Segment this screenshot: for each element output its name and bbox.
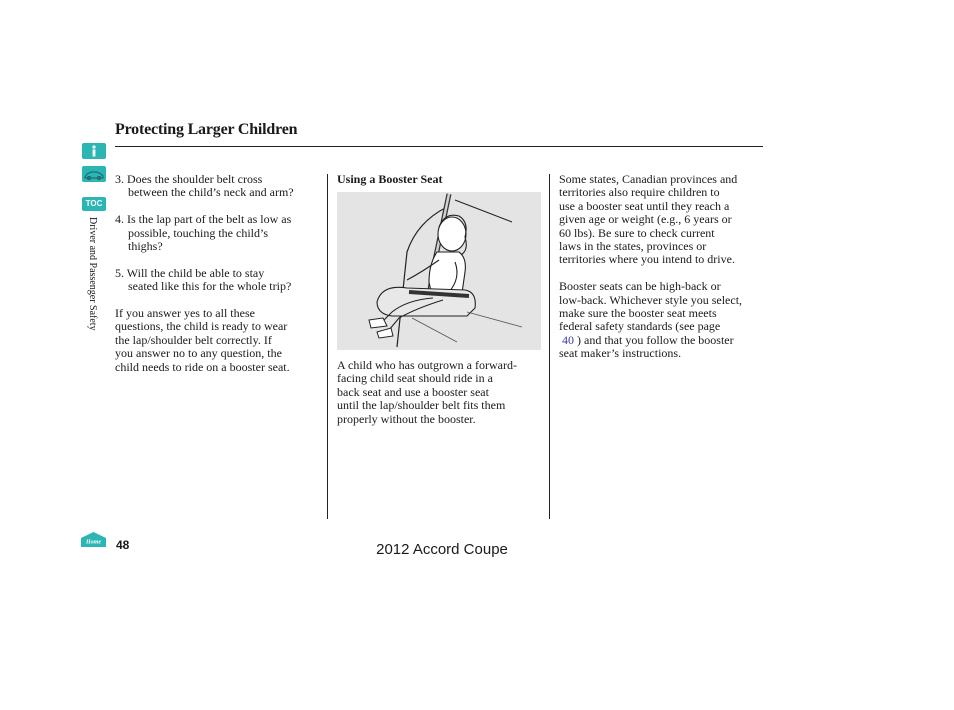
question-4-line-3: thighs? [128,239,163,254]
styles-paragraph [559,280,769,360]
question-3-line-2: between the child’s neck and arm? [128,185,294,200]
text-line: back seat and use a booster seat [337,384,489,399]
text-line: A child who has outgrown a forward- [337,358,517,372]
home-label: Home [86,539,101,546]
text-line: federal safety standards (see page [559,319,721,334]
text-line-with-link [559,334,769,347]
toc-button[interactable]: TOC [82,197,106,211]
text-line: Some states, Canadian provinces and [559,172,738,186]
text-line: 60 lbs). Be sure to check current [559,225,715,240]
column-divider [327,174,328,519]
booster-paragraph [337,359,543,426]
question-5 [115,267,320,294]
booster-seat-illustration [337,192,541,350]
page-title: Protecting Larger Children [115,121,298,138]
text-line: child needs to ride on a booster seat. [115,359,290,374]
laws-paragraph [559,173,769,267]
text-line: make sure the booster seat meets [559,306,717,321]
title-divider [115,146,763,147]
page-40-link[interactable]: 40 [562,332,574,347]
text-line: laws in the states, provinces or [559,239,707,254]
text-line: low-back. Whichever style you select, [559,292,743,307]
page-number: 48 [116,538,130,552]
text-line: use a booster seat until they reach a [559,198,730,213]
text-line: If you answer yes to all these [115,306,255,321]
text-line: the lap/shoulder belt correctly. If [115,332,272,347]
text-line: questions, the child is ready to wear [115,319,288,334]
car-icon [82,166,106,182]
question-3 [115,173,320,200]
info-nav-button[interactable] [82,143,106,159]
section-heading: Using a Booster Seat [337,172,443,186]
text-line: territories also require children to [559,185,720,200]
column-divider [549,174,550,519]
question-3-line-1: 3. Does the shoulder belt cross [115,172,263,186]
text-line: you answer no to any question, the [115,346,282,361]
question-4-line-2: possible, touching the child’s [128,225,268,240]
column-3 [559,173,769,361]
column-2 [337,173,543,186]
section-tab [87,217,101,359]
question-5-line-1: 5. Will the child be able to stay [115,265,265,280]
text-line: properly without the booster. [337,411,476,426]
question-4 [115,213,320,253]
text-line: seat maker’s instructions. [559,346,682,361]
text-fragment: ) and that you follow the booster [574,332,734,347]
answer-paragraph [115,307,320,374]
section-label: Driver and Passenger Safety [87,217,98,331]
text-line: facing child seat should ride in a [337,371,493,386]
text-line: Booster seats can be high-back or [559,279,721,294]
child-booster-seat-image [337,192,541,350]
question-5-line-2: seated like this for the whole trip? [128,279,292,294]
column-1 [115,173,320,374]
footer-model: 2012 Accord Coupe [376,541,508,558]
info-icon [82,143,106,159]
question-4-line-1: 4. Is the lap part of the belt as low as [115,212,292,227]
text-line: given age or weight (e.g., 6 years or [559,212,732,227]
text-line: until the lap/shoulder belt fits them [337,398,506,413]
text-line: territories where you intend to drive. [559,252,735,267]
car-nav-button[interactable] [82,166,106,182]
